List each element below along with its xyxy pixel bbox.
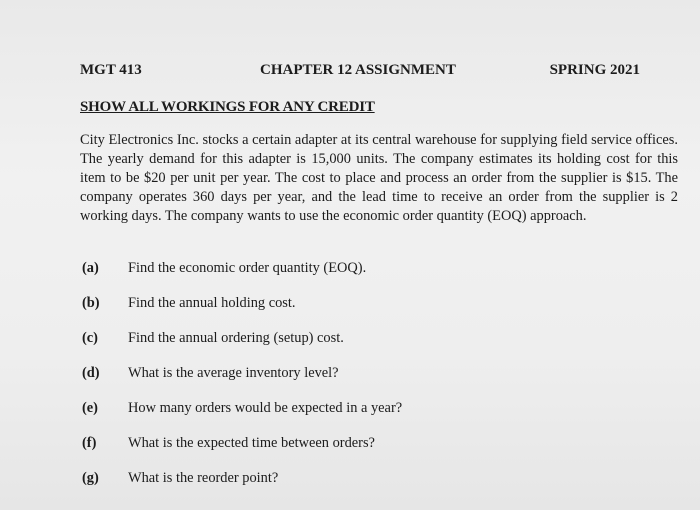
question-letter: (e) <box>82 400 98 416</box>
question-item <box>82 260 642 282</box>
question-text: What is the average inventory level? <box>128 365 339 381</box>
question-text: Find the annual holding cost. <box>128 295 296 311</box>
question-item <box>82 330 642 352</box>
question-text: What is the reorder point? <box>128 470 279 486</box>
question-letter: (b) <box>82 295 100 311</box>
question-item <box>82 365 642 387</box>
page-header <box>80 62 640 84</box>
question-letter: (c) <box>82 330 98 346</box>
question-item <box>82 435 642 457</box>
question-item <box>82 295 642 317</box>
question-item <box>82 400 642 422</box>
question-letter: (g) <box>82 470 99 486</box>
semester-label: SPRING 2021 <box>549 62 640 78</box>
instruction-heading: SHOW ALL WORKINGS FOR ANY CREDIT <box>80 99 375 115</box>
course-code: MGT 413 <box>80 62 142 78</box>
question-text: How many orders would be expected in a year? <box>128 400 403 416</box>
question-item <box>82 470 642 492</box>
assignment-title: CHAPTER 12 ASSIGNMENT <box>260 62 456 78</box>
question-letter: (f) <box>82 435 97 451</box>
question-letter: (a) <box>82 260 99 276</box>
question-letter: (d) <box>82 365 100 381</box>
problem-statement: City Electronics Inc. stocks a certain adapter at its central warehouse for supplying field service offices. The yearly demand for this adapter is 15,000 units. The company estimates its holding cost for this item to be $20 per unit per year. The cost to place and process an order from the supplier is $15. The company operates 360 days per year, and the lead time to receive an order from the supplier is 2 working days. The company wants to use the economic order quantity (EOQ) approach. <box>80 132 678 224</box>
question-text: What is the expected time between orders? <box>128 435 375 451</box>
question-text: Find the economic order quantity (EOQ). <box>128 260 367 276</box>
question-text: Find the annual ordering (setup) cost. <box>128 330 344 346</box>
